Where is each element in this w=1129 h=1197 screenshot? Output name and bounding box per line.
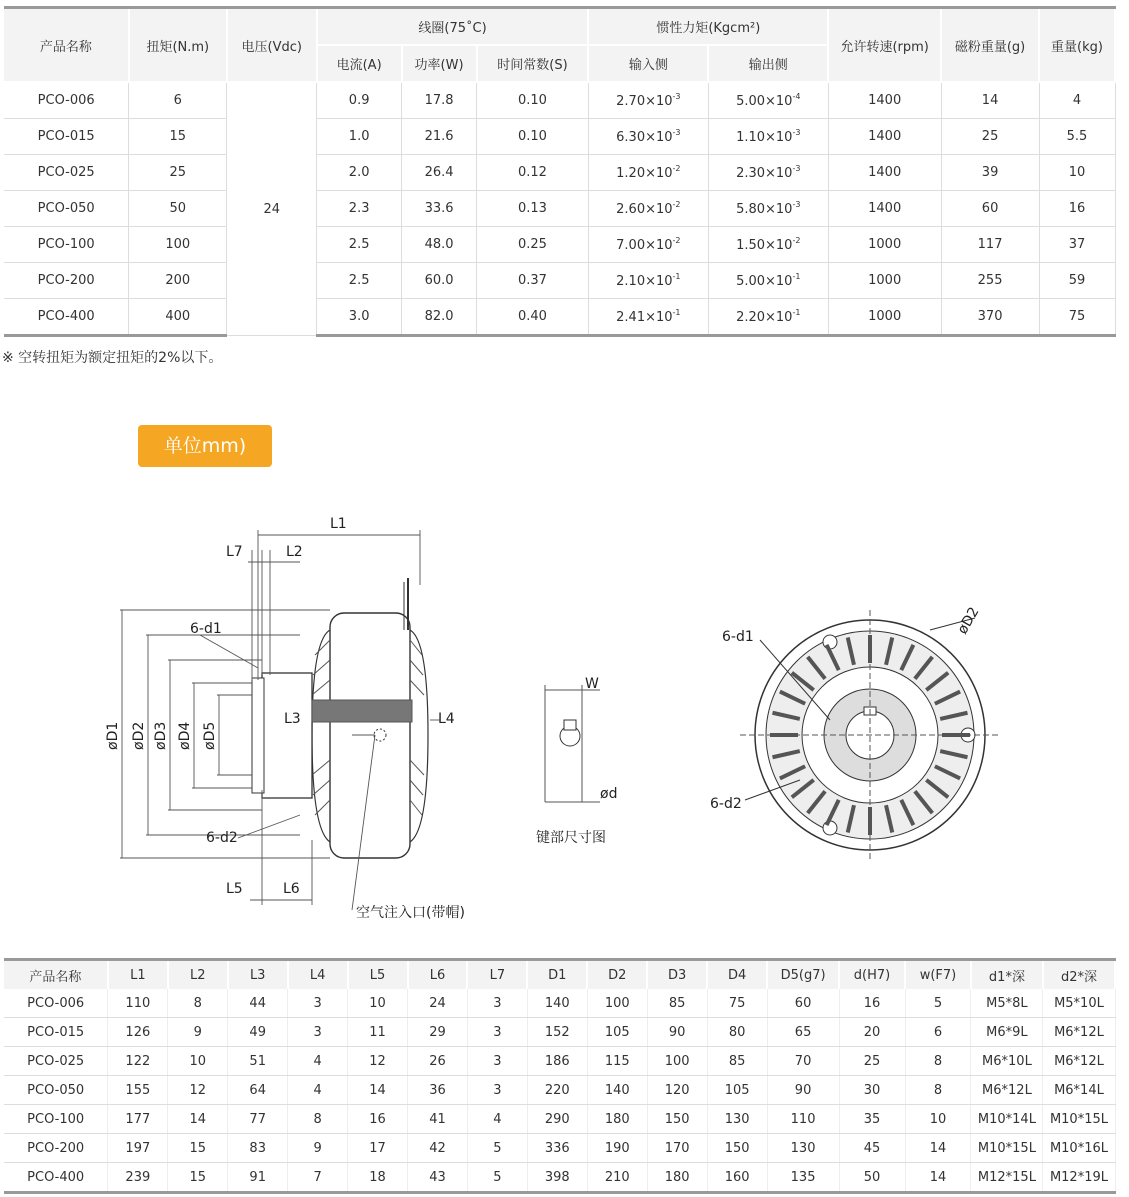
dim-cell: 44 (228, 989, 288, 1018)
cell-torque: 200 (129, 263, 227, 299)
inertia-mantissa: 1.10×10 (736, 130, 793, 145)
label-air-inlet: 空气注入口(带帽) (356, 905, 465, 921)
dim-cell: 3 (467, 1018, 527, 1047)
dim-cell: M6*12L (1043, 1018, 1115, 1047)
cell-torque: 25 (129, 155, 227, 191)
label-L7: L7 (226, 544, 243, 560)
dim-cell: 85 (707, 1047, 767, 1076)
dim-cell: 45 (839, 1134, 905, 1163)
dim-header: L1 (108, 960, 168, 990)
cell-torque: 6 (129, 82, 227, 119)
dim-cell: 15 (168, 1163, 228, 1193)
spec-row (4, 263, 1115, 299)
keyway-view (545, 685, 600, 802)
spec-row (4, 299, 1115, 336)
dim-cell: 64 (228, 1076, 288, 1105)
cell-model: PCO-006 (4, 82, 129, 119)
dim-cell: 60 (767, 989, 839, 1018)
spec-row (4, 119, 1115, 155)
dim-cell: 290 (527, 1105, 587, 1134)
footnote: ※ 空转扭矩为额定扭矩的2%以下。 (2, 350, 223, 366)
dim-cell: 220 (527, 1076, 587, 1105)
cell-model: PCO-100 (4, 227, 129, 263)
dim-cell: 5 (467, 1163, 527, 1193)
dim-cell: M6*14L (1043, 1076, 1115, 1105)
cell-inertia-out (708, 82, 828, 119)
inertia-exponent: -4 (792, 92, 801, 101)
dim-cell: 80 (707, 1018, 767, 1047)
dim-cell: 120 (647, 1076, 707, 1105)
inertia-exponent: -2 (672, 200, 681, 209)
dim-cell: PCO-400 (4, 1163, 108, 1193)
cell-current: 3.0 (317, 299, 402, 336)
dim-cell: PCO-200 (4, 1134, 108, 1163)
cell-weight: 5.5 (1039, 119, 1115, 155)
dim-cell: 14 (905, 1163, 971, 1193)
cell-time-constant: 0.40 (477, 299, 589, 336)
dim-cell: 130 (767, 1134, 839, 1163)
label-L6: L6 (283, 881, 300, 897)
dim-cell: 115 (587, 1047, 647, 1076)
dim-header: D5(g7) (767, 960, 839, 990)
cell-inertia-out (708, 119, 828, 155)
dim-cell: 8 (905, 1047, 971, 1076)
dim-cell: PCO-100 (4, 1105, 108, 1134)
dim-cell: 9 (288, 1134, 348, 1163)
dim-cell: 83 (228, 1134, 288, 1163)
header-powder-weight: 磁粉重量(g) (941, 8, 1039, 83)
cell-model: PCO-400 (4, 299, 129, 336)
cell-inertia-in (588, 82, 708, 119)
dim-cell: 5 (905, 989, 971, 1018)
dim-cell: M6*12L (1043, 1047, 1115, 1076)
cell-weight: 59 (1039, 263, 1115, 299)
dim-cell: 8 (168, 989, 228, 1018)
dim-cell: 8 (905, 1076, 971, 1105)
cell-speed: 1400 (828, 191, 941, 227)
dim-cell: M10*15L (1043, 1105, 1115, 1134)
cell-time-constant: 0.13 (477, 191, 589, 227)
dim-cell: 140 (527, 989, 587, 1018)
dim-cell: 3 (467, 989, 527, 1018)
dim-cell: 170 (647, 1134, 707, 1163)
inertia-exponent: -3 (792, 164, 801, 173)
dim-header: D2 (587, 960, 647, 990)
dim-cell: 70 (767, 1047, 839, 1076)
cell-current: 2.3 (317, 191, 402, 227)
dim-cell: 30 (839, 1076, 905, 1105)
cell-current: 2.5 (317, 227, 402, 263)
dim-cell: 8 (288, 1105, 348, 1134)
dim-cell: 110 (108, 989, 168, 1018)
dim-cell: M12*19L (1043, 1163, 1115, 1193)
dim-cell: 110 (767, 1105, 839, 1134)
dim-cell: 160 (707, 1163, 767, 1193)
header-inertia: 惯性力矩(Kgcm²) (588, 8, 828, 46)
cell-inertia-out (708, 299, 828, 336)
dim-row (4, 1163, 1115, 1193)
header-torque: 扭矩(N.m) (129, 8, 227, 83)
header-output-side: 输出侧 (708, 45, 828, 82)
dim-cell: 10 (905, 1105, 971, 1134)
cell-power: 48.0 (402, 227, 477, 263)
label-front-6-d1: 6-d1 (722, 629, 754, 645)
dim-header: d1*深 (971, 960, 1043, 990)
dim-cell: 20 (839, 1018, 905, 1047)
dim-cell: 186 (527, 1047, 587, 1076)
spec-row (4, 227, 1115, 263)
dim-cell: 140 (587, 1076, 647, 1105)
dim-cell: 14 (168, 1105, 228, 1134)
dim-cell: 12 (168, 1076, 228, 1105)
dim-cell: 90 (767, 1076, 839, 1105)
dim-cell: 126 (108, 1018, 168, 1047)
dim-row (4, 1134, 1115, 1163)
cell-power: 33.6 (402, 191, 477, 227)
inertia-exponent: -2 (672, 236, 681, 245)
dim-header: L3 (228, 960, 288, 990)
dim-row (4, 989, 1115, 1018)
dim-cell: 25 (839, 1047, 905, 1076)
dim-cell: PCO-025 (4, 1047, 108, 1076)
dim-cell: 122 (108, 1047, 168, 1076)
cell-inertia-in (588, 263, 708, 299)
header-coil: 线圈(75˚C) (317, 8, 589, 46)
cell-torque: 50 (129, 191, 227, 227)
cell-power: 82.0 (402, 299, 477, 336)
dim-header: L7 (467, 960, 527, 990)
cell-time-constant: 0.10 (477, 119, 589, 155)
cell-powder-weight: 14 (941, 82, 1039, 119)
dim-cell: 14 (348, 1076, 408, 1105)
inertia-mantissa: 2.60×10 (616, 202, 673, 217)
spec-table (4, 6, 1116, 337)
inertia-exponent: -1 (792, 272, 801, 281)
cell-torque: 100 (129, 227, 227, 263)
label-front-D2: øD2 (954, 604, 983, 637)
inertia-exponent: -3 (672, 92, 681, 101)
dim-cell: 3 (467, 1076, 527, 1105)
dim-header: L2 (168, 960, 228, 990)
side-view (252, 578, 428, 858)
dim-cell: 5 (467, 1134, 527, 1163)
cell-inertia-out (708, 263, 828, 299)
dim-cell: 90 (647, 1018, 707, 1047)
cell-weight: 16 (1039, 191, 1115, 227)
cell-power: 17.8 (402, 82, 477, 119)
dim-cell: 100 (587, 989, 647, 1018)
dim-cell: 36 (408, 1076, 468, 1105)
dim-cell: 197 (108, 1134, 168, 1163)
label-D3: øD3 (153, 721, 169, 750)
dim-cell: 177 (108, 1105, 168, 1134)
dim-cell: 130 (707, 1105, 767, 1134)
dim-header: D4 (707, 960, 767, 990)
cell-torque: 400 (129, 299, 227, 336)
header-model: 产品名称 (4, 8, 129, 83)
dim-cell: 3 (288, 1018, 348, 1047)
cell-inertia-out (708, 191, 828, 227)
dim-cell: 18 (348, 1163, 408, 1193)
cell-model: PCO-200 (4, 263, 129, 299)
dim-cell: 152 (527, 1018, 587, 1047)
dim-cell: 10 (348, 989, 408, 1018)
cell-weight: 75 (1039, 299, 1115, 336)
dim-cell: 41 (408, 1105, 468, 1134)
inertia-mantissa: 2.70×10 (616, 94, 673, 109)
label-D1: øD1 (105, 721, 121, 750)
inertia-exponent: -1 (792, 308, 801, 317)
cell-time-constant: 0.37 (477, 263, 589, 299)
dim-cell: 155 (108, 1076, 168, 1105)
technical-drawing (0, 490, 1129, 940)
cell-power: 21.6 (402, 119, 477, 155)
cell-powder-weight: 370 (941, 299, 1039, 336)
cell-powder-weight: 255 (941, 263, 1039, 299)
cell-speed: 1400 (828, 119, 941, 155)
inertia-mantissa: 2.41×10 (616, 310, 673, 325)
dim-header: L4 (288, 960, 348, 990)
cell-powder-weight: 117 (941, 227, 1039, 263)
dim-header: w(F7) (905, 960, 971, 990)
dim-cell: 398 (527, 1163, 587, 1193)
header-speed: 允许转速(rpm) (828, 8, 941, 83)
dim-header: D3 (647, 960, 707, 990)
label-6-d2: 6-d2 (206, 830, 238, 846)
dim-cell: PCO-015 (4, 1018, 108, 1047)
dim-cell: 11 (348, 1018, 408, 1047)
cell-weight: 4 (1039, 82, 1115, 119)
inertia-exponent: -3 (792, 128, 801, 137)
dim-cell: 180 (587, 1105, 647, 1134)
cell-inertia-in (588, 299, 708, 336)
cell-powder-weight: 60 (941, 191, 1039, 227)
inertia-exponent: -1 (672, 272, 681, 281)
dim-cell: 42 (408, 1134, 468, 1163)
header-time-constant: 时间常数(S) (477, 45, 589, 82)
dim-cell: 14 (905, 1134, 971, 1163)
dim-cell: 190 (587, 1134, 647, 1163)
inertia-mantissa: 6.30×10 (616, 130, 673, 145)
label-L1: L1 (330, 516, 347, 532)
inertia-mantissa: 1.50×10 (736, 238, 793, 253)
cell-inertia-in (588, 119, 708, 155)
cell-speed: 1000 (828, 263, 941, 299)
dim-cell: M12*15L (971, 1163, 1043, 1193)
dim-cell: 135 (767, 1163, 839, 1193)
keyway-caption: 键部尺寸图 (536, 830, 606, 846)
dim-header: 产品名称 (4, 960, 108, 990)
dim-row (4, 1047, 1115, 1076)
dim-cell: 17 (348, 1134, 408, 1163)
dim-header: d2*深 (1043, 960, 1115, 990)
dim-cell: 239 (108, 1163, 168, 1193)
dim-cell: 4 (288, 1047, 348, 1076)
label-D2: øD2 (131, 721, 147, 750)
dim-cell: 29 (408, 1018, 468, 1047)
label-D5: øD5 (202, 721, 218, 750)
cell-voltage: 24 (227, 82, 317, 336)
header-weight: 重量(kg) (1039, 8, 1115, 83)
label-od: ød (600, 786, 618, 802)
dim-cell: PCO-050 (4, 1076, 108, 1105)
dim-cell: M10*15L (971, 1134, 1043, 1163)
dim-cell: 4 (288, 1076, 348, 1105)
cell-model: PCO-050 (4, 191, 129, 227)
dim-cell: 85 (647, 989, 707, 1018)
dim-cell: M10*16L (1043, 1134, 1115, 1163)
cell-model: PCO-025 (4, 155, 129, 191)
cell-speed: 1000 (828, 299, 941, 336)
cell-current: 2.0 (317, 155, 402, 191)
dim-cell: 77 (228, 1105, 288, 1134)
dim-cell: 75 (707, 989, 767, 1018)
dimension-table (4, 958, 1116, 1194)
cell-powder-weight: 25 (941, 119, 1039, 155)
dim-cell: 180 (647, 1163, 707, 1193)
dim-cell: PCO-006 (4, 989, 108, 1018)
dim-cell: 12 (348, 1047, 408, 1076)
dim-cell: 35 (839, 1105, 905, 1134)
dim-cell: M5*8L (971, 989, 1043, 1018)
dim-cell: 65 (767, 1018, 839, 1047)
dim-cell: 91 (228, 1163, 288, 1193)
cell-inertia-in (588, 227, 708, 263)
label-D4: øD4 (177, 721, 193, 750)
dim-cell: 51 (228, 1047, 288, 1076)
label-W: W (585, 676, 599, 692)
cell-model: PCO-015 (4, 119, 129, 155)
dim-cell: 3 (288, 989, 348, 1018)
cell-inertia-out (708, 155, 828, 191)
dim-row (4, 1076, 1115, 1105)
dim-header: D1 (527, 960, 587, 990)
dim-cell: 105 (707, 1076, 767, 1105)
dim-cell: 24 (408, 989, 468, 1018)
header-power: 功率(W) (402, 45, 477, 82)
inertia-exponent: -2 (792, 236, 801, 245)
dim-cell: M6*10L (971, 1047, 1043, 1076)
cell-powder-weight: 39 (941, 155, 1039, 191)
dim-cell: 4 (467, 1105, 527, 1134)
cell-time-constant: 0.25 (477, 227, 589, 263)
cell-current: 1.0 (317, 119, 402, 155)
cell-time-constant: 0.12 (477, 155, 589, 191)
cell-speed: 1400 (828, 82, 941, 119)
inertia-exponent: -2 (672, 164, 681, 173)
dim-cell: M6*12L (971, 1076, 1043, 1105)
cell-power: 60.0 (402, 263, 477, 299)
inertia-mantissa: 1.20×10 (616, 166, 673, 181)
dim-cell: 43 (408, 1163, 468, 1193)
dim-cell: 7 (288, 1163, 348, 1193)
cell-speed: 1000 (828, 227, 941, 263)
inertia-mantissa: 5.00×10 (736, 274, 793, 289)
dim-cell: 3 (467, 1047, 527, 1076)
cell-speed: 1400 (828, 155, 941, 191)
inertia-mantissa: 7.00×10 (616, 238, 673, 253)
cell-weight: 37 (1039, 227, 1115, 263)
header-current: 电流(A) (317, 45, 402, 82)
cell-power: 26.4 (402, 155, 477, 191)
label-L2: L2 (286, 544, 303, 560)
dim-cell: 210 (587, 1163, 647, 1193)
dim-cell: 336 (527, 1134, 587, 1163)
spec-row (4, 155, 1115, 191)
inertia-mantissa: 5.00×10 (736, 94, 793, 109)
dim-cell: 9 (168, 1018, 228, 1047)
dim-cell: 150 (647, 1105, 707, 1134)
unit-badge: 单位mm) (138, 425, 272, 467)
inertia-exponent: -3 (672, 128, 681, 137)
dim-cell: 16 (839, 989, 905, 1018)
dim-header: d(H7) (839, 960, 905, 990)
dim-cell: 6 (905, 1018, 971, 1047)
inertia-exponent: -1 (672, 308, 681, 317)
label-front-6-d2: 6-d2 (710, 796, 742, 812)
cell-weight: 10 (1039, 155, 1115, 191)
label-L4: L4 (438, 711, 455, 727)
dim-row (4, 1018, 1115, 1047)
inertia-exponent: -3 (792, 200, 801, 209)
dim-row (4, 1105, 1115, 1134)
label-6-d1: 6-d1 (190, 621, 222, 637)
dim-cell: 15 (168, 1134, 228, 1163)
dim-cell: M10*14L (971, 1105, 1043, 1134)
inertia-mantissa: 5.80×10 (736, 202, 793, 217)
cell-inertia-out (708, 227, 828, 263)
dim-cell: 150 (707, 1134, 767, 1163)
dim-cell: 26 (408, 1047, 468, 1076)
label-L5: L5 (226, 881, 243, 897)
inertia-mantissa: 2.20×10 (736, 310, 793, 325)
dim-cell: 100 (647, 1047, 707, 1076)
dim-cell: 105 (587, 1018, 647, 1047)
cell-current: 2.5 (317, 263, 402, 299)
spec-row (4, 82, 1115, 119)
label-L3: L3 (284, 711, 301, 727)
cell-torque: 15 (129, 119, 227, 155)
dim-cell: 49 (228, 1018, 288, 1047)
dim-header: L5 (348, 960, 408, 990)
inertia-mantissa: 2.30×10 (736, 166, 793, 181)
cell-current: 0.9 (317, 82, 402, 119)
cell-inertia-in (588, 191, 708, 227)
dim-cell: 16 (348, 1105, 408, 1134)
dim-cell: M6*9L (971, 1018, 1043, 1047)
header-input-side: 输入侧 (588, 45, 708, 82)
dim-cell: 50 (839, 1163, 905, 1193)
cell-time-constant: 0.10 (477, 82, 589, 119)
inertia-mantissa: 2.10×10 (616, 274, 673, 289)
dim-header: L6 (408, 960, 468, 990)
cell-inertia-in (588, 155, 708, 191)
spec-row (4, 191, 1115, 227)
dim-cell: 10 (168, 1047, 228, 1076)
header-voltage: 电压(Vdc) (227, 8, 317, 83)
dim-cell: M5*10L (1043, 989, 1115, 1018)
